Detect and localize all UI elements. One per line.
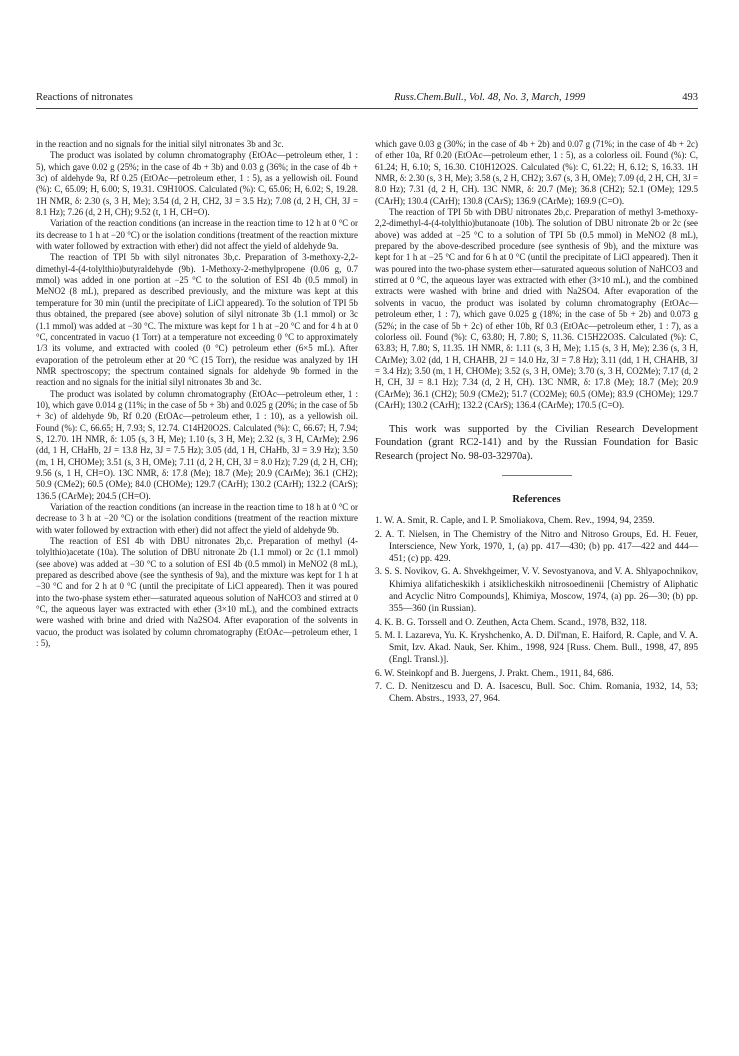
page-number: 493: [682, 92, 698, 103]
paragraph: which gave 0.03 g (30%; in the case of 4b + 2b) and 0.07 g (71%; in the case of 4b + 2c) of ether 10a, Rf 0.20 (EtOAc—petroleum ether, 1 : 5), as a colorless oil. Found (%): C, 61.24; H, 6.10; S, 16.30. C10H12O2S. Calculated (%): C, 61.22; H, 6.12; S, 16.33. 1H NMR, δ: 2.30 (s, 3 H, Me); 3.58 (s, 2 H, CH2); 3.67 (s, 3 H, OMe); 7.09 (d, 2 H, CH, 3J = 8.0 Hz); 7.31 (d, 2 H, CH). 13C NMR, δ: 20.7 (Me); 36.8 (CH2); 52.1 (OMe); 129.5 (CArH); 130.4 (CArH); 130.8 (CArS); 136.9 (CArMe); 169.9 (C=O).: [375, 139, 698, 206]
reference-list: [375, 515, 698, 705]
reference-item: 7. C. D. Nenitzescu and D. A. Isacescu, Bull. Soc. Chim. Romania, 1932, 14, 53; Chem. Abstrs., 1933, 27, 964.: [375, 682, 698, 705]
paragraph: The product was isolated by column chromatography (EtOAc—petroleum ether, 1 : 10), which gave 0.014 g (11%; in the case of 5b + 3b) and 0.025 g (20%; in the case of 5b + 3c) of aldehyde 9b, Rf 0.20 (EtOAc—petroleum ether, 1 : 10), as a yellowish oil. Found (%): C, 66.65; H, 7.93; S, 12.74. C14H20O2S. Calculated (%): C, 66.67; H, 7.94; S, 12.70. 1H NMR, δ: 1.05 (s, 3 H, Me); 1.10 (s, 3 H, Me); 2.32 (s, 3 H, CArMe); 2.96 (dd, 1 H, CHaHb, 2J = 13.8 Hz, 3J = 7.5 Hz); 3.05 (dd, 1 H, CHaHb, 3J = 3.9 Hz); 3.50 (m, 1 H, CHOMe); 3.51 (s, 3 H, OMe); 7.11 (d, 2 H, CH, 3J = 8.0 Hz); 7.29 (d, 2 H, CH); 9.56 (s, 1 H, CH=O). 13C NMR, δ: 17.8 (Me); 18.7 (Me); 20.9 (CArMe); 36.1 (CH2); 50.9 (CMe2); 60.5 (OMe); 84.0 (CHOMe); 129.7 (CArH); 130.2 (CArH); 132.2 (CArS); 136.5 (CArMe); 204.5 (CH=O).: [36, 388, 358, 501]
references-heading: References: [512, 493, 561, 505]
section-divider: [502, 475, 572, 476]
paragraph: Variation of the reaction conditions (an increase in the reaction time to 18 h at 0 °C or decrease to 3 h at −20 °C) or the isolation conditions (treatment of the reaction mixture with water followed by extraction with ether) did not affect the yield of aldehyde 9b.: [36, 502, 358, 535]
reference-item: 2. A. T. Nielsen, in The Chemistry of the Nitro and Nitroso Groups, Ed. H. Feuer, Interscience, New York, 1970, 1, (a) pp. 417—430; (b) pp. 417—422 and 444—451; (c) pp. 429.: [375, 529, 698, 565]
paragraph: The reaction of TPI 5b with DBU nitronates 2b,c. Preparation of methyl 3-methoxy-2,2-dimethyl-4-(4-tolylthio)butanoate (10b). The solution of DBU nitronate 2b or 2c (see above) was added at −25 °C to a solution of TPI 5b (0.5 mmol) in MeNO2 (8 mL), prepared by the above-described procedure (see synthesis of 9b), and the mixture was kept for 1 h at −25 °C and for 6 h at 0 °C (until the precipitate of LiCl appeared). Then it was poured into the two-phase system ether—saturated aqueous solution of NaHCO3 and stirred at 0 °C, the aqueous layer was extracted with ether (3×10 mL), and the combined extracts were washed with brine and dried with Na2SO4. After evaporation of the solvents in vacuo, the product was isolated by column chromatography (EtOAc—petroleum ether, 1 : 7), which gave 0.025 g (18%; in the case of 5b + 2b) and 0.073 g (52%; in the case of 5b + 2c) of ether 10b, Rf 0.3 (EtOAc—petroleum ether, 1 : 7), as a colorless oil. Found (%): C, 63.80; H, 7.80; S, 11.36. C15H22O3S. Calculated (%): C, 63.83; H, 7.80; S, 11.35. 1H NMR, δ: 1.11 (s, 3 H, Me); 1.15 (s, 3 H, Me); 2.36 (s, 3 H, CArMe); 3.02 (dd, 1 H, CHAHB, 2J = 14.0 Hz, 3J = 7.8 Hz); 3.11 (dd, 1 H, CHAHB, 3J = 3.4 Hz); 3.50 (m, 1 H, CHOMe); 3.52 (s, 3 H, OMe); 3.70 (s, 3 H, CO2Me); 7.17 (d, 2 H, CH, 3J = 8.1 Hz); 7.34 (d, 2 H, CH). 13C NMR, δ: 17.8 (Me); 18.7 (Me); 20.9 (CArMe); 36.1 (CH2); 50.9 (CMe2); 51.7 (CO2Me); 60.5 (OMe); 83.9 (CHOMe); 129.7 (CArH); 130.2 (CArH); 132.2 (CArS); 136.4 (CArMe); 170.5 (C=O).: [375, 207, 698, 410]
paragraph: Variation of the reaction conditions (an increase in the reaction time to 12 h at 0 °C or its decrease to 1 h at −20 °C) or the isolation conditions (treatment of the reaction mixture with water followed by extraction with ether) did not affect the yield of aldehyde 9a.: [36, 218, 358, 252]
running-header: [36, 92, 698, 109]
reference-item: 3. S. S. Novikov, G. A. Shvekhgeimer, V. V. Sevostyanova, and V. A. Shlyapochnikov, Khimiya alifaticheskikh i atsiklicheskikh nitrosoedinenii [Chemistry of Aliphatic and Acyclic Nitro Compounds], Khimiya, Moscow, 1974, (a) pp. 26—30; (b) pp. 355—360 (in Russian).: [375, 567, 698, 615]
paragraph: The product was isolated by column chromatography (EtOAc—petroleum ether, 1 : 5), which gave 0.02 g (25%; in the case of 4b + 3b) and 0.03 g (36%; in the case of 4b + 3c) of aldehyde 9a, Rf 0.25 (EtOAc—petroleum ether, 1 : 5), as a yellowish oil. Found (%): C, 65.09; H, 6.00; S, 19.31. C9H10OS. Calculated (%): C, 65.06; H, 6.02; S, 19.28. 1H NMR, δ: 2.30 (s, 3 H, Me); 3.54 (d, 2 H, CH2, 3J = 3.5 Hz); 7.08 (d, 2 H, CH, 3J = 8.1 Hz); 7.26 (d, 2 H, CH); 9.52 (t, 1 H, CH=O).: [36, 150, 358, 218]
reference-item: 5. M. I. Lazareva, Yu. K. Kryshchenko, A. D. Dil'man, E. Haiford, R. Caple, and V. A. Smit, Izv. Akad. Nauk, Ser. Khim., 1998, 924 [Russ. Chem. Bull., 1998, 47, 895 (Engl. Transl.)].: [375, 630, 698, 666]
reference-item: 6. W. Steinkopf and B. Juergens, J. Prakt. Chem., 1911, 84, 686.: [375, 668, 614, 679]
paragraph: The reaction of ESI 4b with DBU nitronates 2b,c. Preparation of methyl (4-tolylthio)acetate (10a). The solution of DBU nitronate 2b (1.1 mmol) or 2c (1.1 mmol) (see above) was added at −30 °C to a solution of ESI 4b (0.5 mmol) in MeNO2 (8 mL), prepared as described above (see the synthesis of 9a), and the mixture was kept for 1 h at −30 °C and for 2 h at 0 °C (until the precipitate of LiCl appeared). Then it was poured into the two-phase system ether—saturated aqueous solution of NaHCO3 and stirred at 0 °C, the aqueous layer was extracted with ether (3×10 mL), and the combined extracts were washed with brine and dried with Na2SO4. After evaporation of the solvents in vacuo, the product was isolated by column chromatography (EtOAc—petroleum ether, 1 : 5),: [36, 536, 358, 649]
reference-item: 1. W. A. Smit, R. Caple, and I. P. Smoliakova, Chem. Rev., 1994, 94, 2359.: [375, 516, 655, 527]
left-column: [36, 139, 358, 649]
running-title: Reactions of nitronates: [36, 92, 133, 103]
paragraph: The reaction of TPI 5b with silyl nitronates 3b,c. Preparation of 3-methoxy-2,2-dimethyl-4-(4-tolylthio)butyraldehyde (9b). 1-Methoxy-2-methylpropene (0.06 g, 0.7 mmol) was added in one portion at −25 °C to the solution of ESI 4b (0.5 mmol) in MeNO2 (8 mL), prepared as described previously, and the mixture was kept at this temperature for 30 min (until the precipitate of LiCl appeared). To the solution of TPI 5b thus obtained, the prepared (see above) solution of silyl nitronate 3b (1.1 mmol) or 3c (1.1 mmol) was added at −30 °C. The mixture was kept for 1 h at −20 °C and for 4 h at 0 °C, concentrated in vacuo (1 Torr) at a temperature not exceeding 0 °C to approximately 1/3 its volume, and extracted with cooled (0 °C) petroleum ether (6×5 mL). After evaporation of the petroleum ether at 20 °C (15 Torr), the residue was analyzed by 1H NMR spectroscopy; the spectrum contained signals for aldehyde 9b formed in the reaction and no signals for the initial silyl nitronates 3b and 3c.: [36, 252, 358, 388]
paragraph: in the reaction and no signals for the initial silyl nitronates 3b and 3c.: [36, 139, 284, 149]
reference-item: 4. K. B. G. Torssell and O. Zeuthen, Acta Chem. Scand., 1978, B32, 118.: [375, 617, 647, 628]
journal-citation: Russ.Chem.Bull., Vol. 48, No. 3, March, 1999: [394, 92, 586, 103]
acknowledgment: This work was supported by the Civilian Research Development Foundation (grant RC2-141) and by the Russian Foundation for Basic Research (project No. 98-03-32970a).: [375, 424, 698, 462]
right-column: [375, 139, 698, 707]
